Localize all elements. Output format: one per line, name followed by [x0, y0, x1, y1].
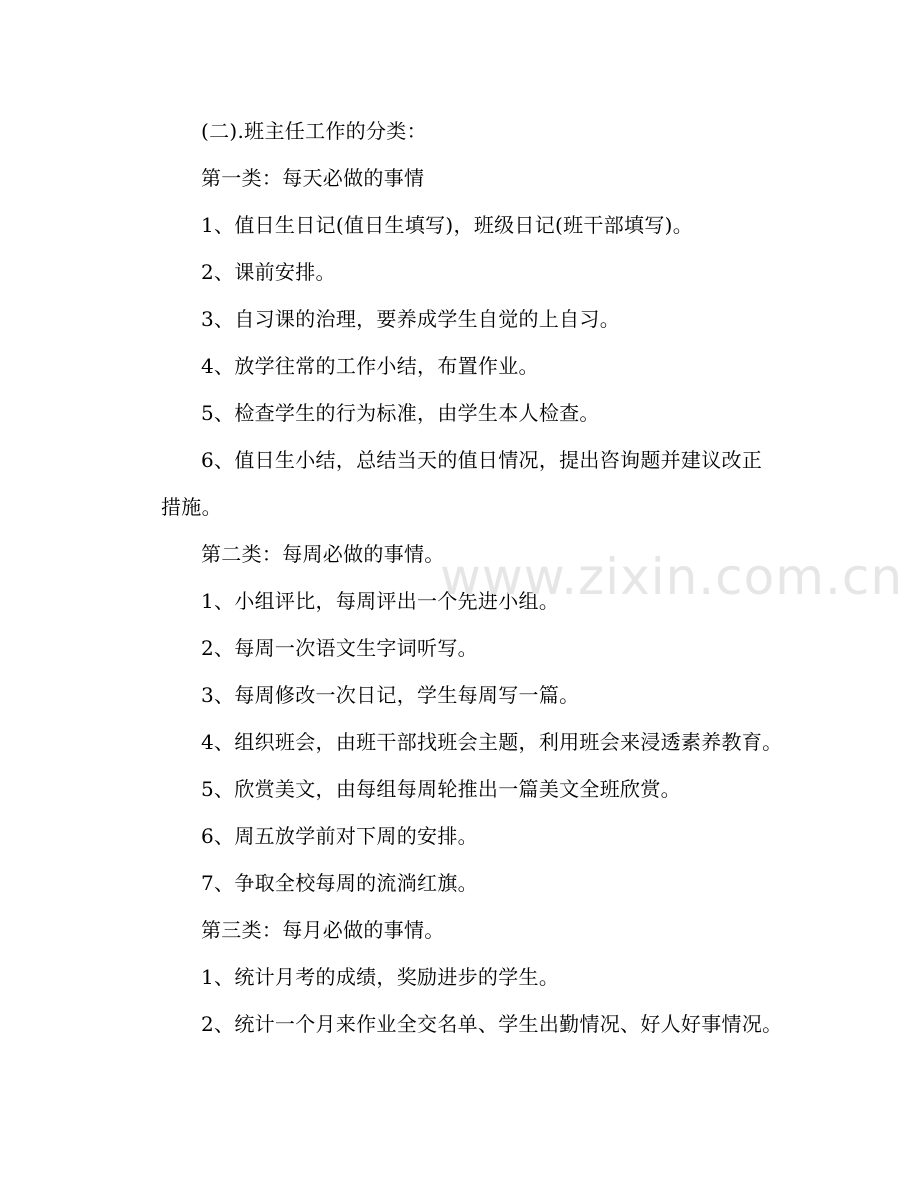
list-item: 3、自习课的治理，要养成学生自觉的上自习。: [201, 307, 621, 331]
document-body: [0, 108, 920, 1048]
list-item-continuation: 措施。: [161, 495, 222, 519]
list-item: 1、小组评比，每周评出一个先进小组。: [201, 589, 560, 613]
list-item: 4、放学往常的工作小结，布置作业。: [201, 354, 539, 378]
list-item: 1、值日生日记(值日生填写)，班级日记(班干部填写)。: [201, 213, 694, 237]
section-heading: (二).班主任工作的分类：: [201, 119, 427, 143]
list-item: 5、欣赏美文，由每组每周轮推出一篇美文全班欣赏。: [201, 777, 681, 801]
list-item: 3、每周修改一次日记，学生每周写一篇。: [201, 683, 580, 707]
list-item: 7、争取全校每周的流淌红旗。: [201, 871, 478, 895]
list-item: 6、值日生小结，总结当天的值日情况，提出咨询题并建议改正: [201, 448, 763, 472]
category-heading: 第三类：每月必做的事情。: [201, 918, 445, 942]
list-item: 2、每周一次语文生字词听写。: [201, 636, 478, 660]
list-item: 2、课前安排。: [201, 260, 336, 284]
list-item: 6、周五放学前对下周的安排。: [201, 824, 478, 848]
category-heading: 第一类：每天必做的事情: [201, 166, 425, 190]
list-item: 4、组织班会，由班干部找班会主题，利用班会来浸透素养教育。: [201, 730, 783, 754]
list-item: 2、统计一个月来作业全交名单、学生出勤情况、好人好事情况。: [201, 1012, 783, 1036]
category-heading: 第二类：每周必做的事情。: [201, 542, 445, 566]
list-item: 5、检查学生的行为标准，由学生本人检查。: [201, 401, 600, 425]
list-item: 1、统计月考的成绩，奖励进步的学生。: [201, 965, 560, 989]
watermark: www.zixin.com.cn: [440, 548, 904, 606]
